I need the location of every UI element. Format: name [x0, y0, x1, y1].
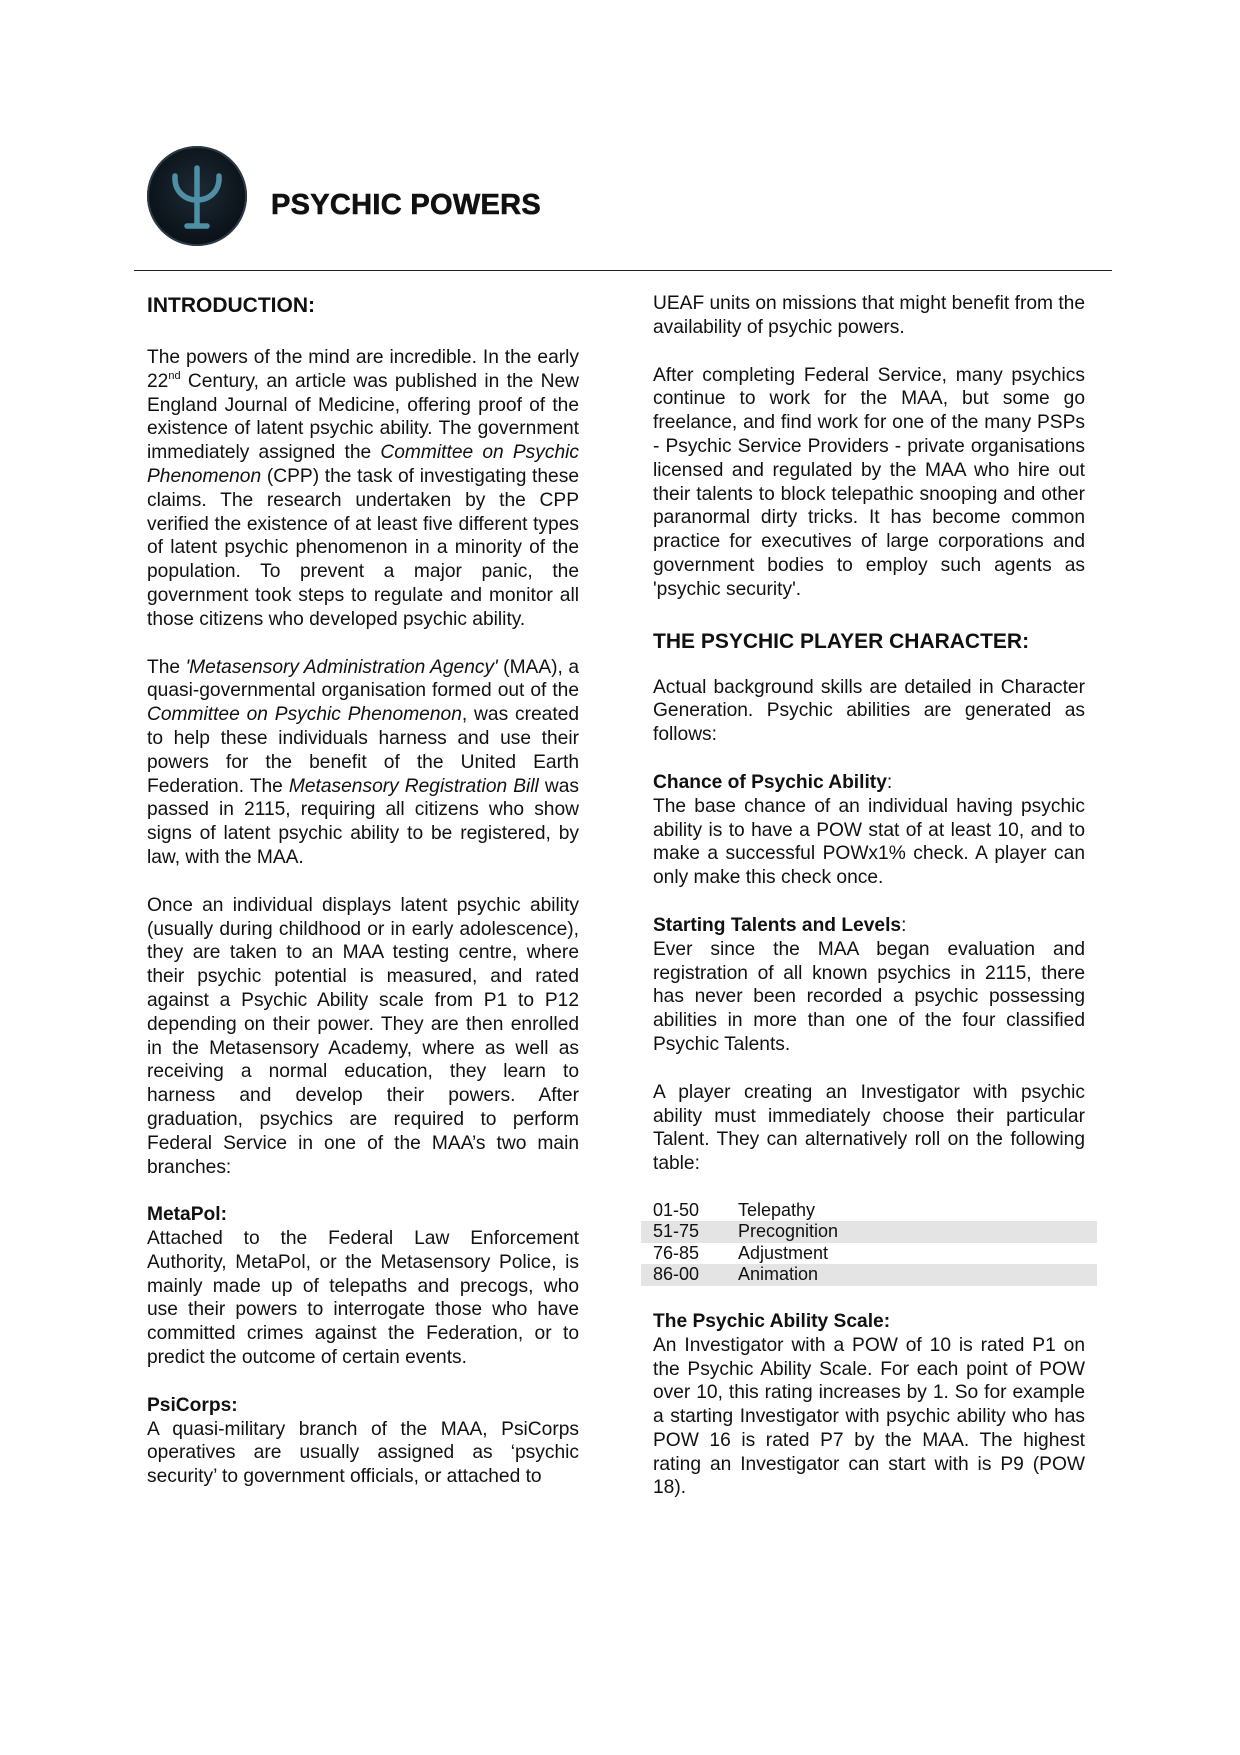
superscript: nd	[168, 369, 181, 382]
italic-run: Committee on Psychic Phenomenon	[147, 704, 462, 726]
scale-heading: The Psychic Ability Scale:	[653, 1310, 891, 1332]
metapol-heading: MetaPol:	[147, 1204, 227, 1226]
maa-paragraph	[147, 656, 579, 870]
metapol-section	[147, 1203, 579, 1370]
page-title: PSYCHIC POWERS	[271, 189, 542, 221]
italic-run: 'Metasensory Administration Agency'	[185, 656, 498, 678]
italic-run: Committee on Psychic Phenomenon	[147, 442, 579, 487]
range-cell: 51-75	[641, 1221, 726, 1243]
chance-text: The base chance of an individual having psychic ability is to have a POW stat of at least 10, and to make a successful POWx1% check. A player can only make this check once.	[653, 795, 1085, 889]
range-cell: 86-00	[641, 1264, 726, 1286]
training-paragraph: Once an individual displays latent psychic ability (usually during childhood or in early adolescence), they are taken to an MAA testing centre, where their psychic potential is measured, and rated against a Psychic Ability scale from P1 to P12 depending on their power. They are then enrolled in the Metasensory Academy, where as well as receiving a normal education, they learn to harness and develop their powers. After graduation, psychics are required to perform Federal Service in one of the MAA’s two main branches:	[147, 894, 579, 1178]
range-cell: 76-85	[653, 1242, 700, 1263]
player-character-heading: THE PSYCHIC PLAYER CHARACTER:	[653, 629, 1030, 653]
choose-talent-paragraph: A player creating an Investigator with psychic ability must immediately choose their particular Talent. They can alternatively roll on the following table:	[653, 1081, 1085, 1175]
intro-paragraph	[147, 346, 579, 632]
table-row	[641, 1243, 1097, 1265]
talents-section	[653, 914, 1085, 1057]
text-run: , was created to help these individuals harness and use their powers for the benefit of the United Earth Federation. The	[147, 704, 579, 797]
talent-cell: Adjustment	[738, 1242, 829, 1263]
talents-heading: Starting Talents and Levels	[653, 914, 902, 936]
colon: :	[901, 914, 907, 936]
right-column	[653, 292, 1085, 1524]
continued-paragraph: UEAF units on missions that might benefit from the availability of psychic powers.	[653, 293, 1085, 338]
talent-table	[641, 1200, 1097, 1286]
table-row	[641, 1264, 1097, 1286]
background-paragraph: Actual background skills are detailed in Character Generation. Psychic abilities are generated as follows:	[653, 676, 1085, 746]
text-run: The	[147, 656, 186, 678]
text-run: Century, an article was published in the New England Journal of Medicine, offering proof of the existence of latent psychic ability. The government immediately assigned the	[147, 370, 579, 464]
colon: :	[886, 771, 893, 793]
psicorps-heading: PsiCorps:	[147, 1394, 238, 1416]
psi-symbol-icon	[147, 146, 247, 246]
introduction-heading: INTRODUCTION:	[147, 294, 315, 317]
text-run: The powers of the mind are incredible. In the early 22	[147, 347, 579, 392]
left-column	[147, 292, 579, 1513]
scale-section	[653, 1310, 1085, 1500]
federal-service-paragraph: After completing Federal Service, many psychics continue to work for the MAA, but some go freelance, and find work for one of the many PSPs - Psychic Service Providers - private organisations licensed and regulated by the MAA who hire out their talents to block telepathic snooping and other paranormal dirty tricks. It has become common practice for executives of large corporations and government bodies to employ such agents as 'psychic security'.	[653, 364, 1085, 600]
metapol-text: Attached to the Federal Law Enforcement Authority, MetaPol, or the Metasensory Police, is mainly made up of telepaths and precogs, who use their powers to interrogate those who have committed crimes against the Federation, or to predict the outcome of certain events.	[147, 1228, 579, 1369]
chance-heading: Chance of Psychic Ability	[653, 771, 887, 793]
range-cell: 01-50	[653, 1199, 700, 1220]
talent-cell: Telepathy	[738, 1199, 816, 1220]
text-run: was passed in 2115, requiring all citizens who show signs of latent psychic ability to be registered, by law, with the MAA.	[147, 775, 579, 868]
italic-run: Metasensory Registration Bill	[288, 775, 539, 797]
text-run: (MAA), a quasi-governmental organisation formed out of the	[147, 656, 579, 702]
table-row	[641, 1200, 1097, 1222]
talent-cell: Animation	[726, 1264, 1097, 1286]
psicorps-text: A quasi-military branch of the MAA, PsiCorps operatives are usually assigned as ‘psychic security’ to government officials, or attached to	[147, 1418, 579, 1488]
talents-text: Ever since the MAA began evaluation and registration of all known psychics in 2115, there has never been recorded a psychic possessing abilities in more than one of the four classified Psychic Talents.	[653, 938, 1085, 1055]
text-run: (CPP) the task of investigating these claims. The research undertaken by the CPP verified the existence of at least five different types of latent psychic phenomenon in a minority of the population. To prevent a major panic, the government took steps to regulate and monitor all those citizens who developed psychic ability.	[147, 465, 579, 630]
scale-text: An Investigator with a POW of 10 is rated P1 on the Psychic Ability Scale. For each point of POW over 10, this rating increases by 1. So for example a starting Investigator with psychic ability who has POW 16 is rated P7 by the MAA. The highest rating an Investigator can start with is P9 (POW 18).	[653, 1334, 1085, 1499]
talent-cell: Precognition	[726, 1221, 1097, 1243]
table-row	[641, 1221, 1097, 1243]
header-divider	[134, 270, 1112, 271]
psicorps-section	[147, 1394, 579, 1489]
chance-section	[653, 771, 1085, 890]
